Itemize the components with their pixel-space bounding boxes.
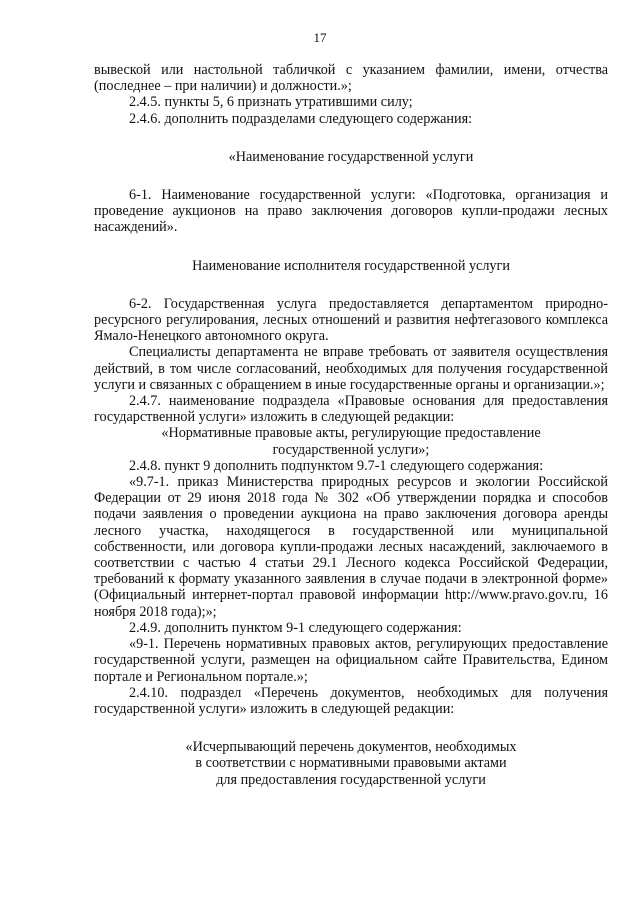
paragraph: 2.4.10. подраздел «Перечень документов, необходимых для получения государственной услуги» изложить в следующей редакции: (94, 684, 608, 717)
paragraph: 6-2. Государственная услуга предоставляется департаментом природно-ресурсного регулирования, лесных отношений и развития нефтегазового комплекса Ямало-Ненецкого автономного округа. (94, 295, 608, 345)
section-heading: «Исчерпывающий перечень документов, необходимых (185, 739, 517, 756)
section-heading: Наименование исполнителя государственной услуги (192, 257, 510, 274)
document-body (94, 62, 608, 788)
section-heading: «Наименование государственной услуги (228, 148, 474, 165)
paragraph: Специалисты департамента не вправе требовать от заявителя осуществления действий, в том числе согласований, необходимых для получения государственной услуги и связанных с обращением в иные государственные органы и организации.»; (94, 344, 608, 393)
paragraph: 2.4.8. пункт 9 дополнить подпунктом 9.7-1 следующего содержания: (129, 457, 544, 474)
paragraph: 6-1. Наименование государственной услуги: «Подготовка, организация и проведение аукционов на право заключения договоров купли-продажи лесных насаждений». (94, 187, 608, 236)
paragraph: «9.7-1. приказ Министерства природных ресурсов и экологии Российской Федерации от 29 июня 2018 года № 302 «Об утверждении порядка и способов подачи заявления о проведении аукциона на право заключения договора аренды лесного участка, находящегося в государственной или муниципальной собственности, или договора купли-продажи лесных насаждений, заключаемого в соответствии с частью 4 статьи 29.1 Лесного кодекса Российской Федерации, требований к формату указанного заявления в случае подачи в электронной форме» (Официальный интернет-портал правовой информации http://www.pravo.gov.ru, 16 ноября 2018 года);»; (94, 474, 608, 620)
section-heading: государственной услуги»; (272, 441, 430, 458)
section-heading: в соответствии с нормативными правовыми актами (195, 755, 507, 772)
page-number: 17 (313, 30, 327, 45)
paragraph: 2.4.9. дополнить пунктом 9-1 следующего содержания: (129, 619, 462, 636)
paragraph: 2.4.7. наименование подраздела «Правовые основания для предоставления государственной услуги» изложить в следующей редакции: (94, 393, 608, 426)
section-heading: для предоставления государственной услуги (216, 771, 486, 788)
paragraph: 2.4.6. дополнить подразделами следующего содержания: (129, 110, 473, 127)
section-heading: «Нормативные правовые акты, регулирующие предоставление (161, 425, 541, 442)
paragraph: 2.4.5. пункты 5, 6 признать утратившими силу; (129, 94, 413, 111)
paragraph: вывеской или настольной табличкой с указанием фамилии, имени, отчества (последнее – при наличии) и должности.»; (94, 62, 608, 95)
paragraph: «9-1. Перечень нормативных правовых актов, регулирующих предоставление государственной услуги, размещен на официальном сайте Правительства, Едином портале и Региональном портале.»; (94, 636, 608, 685)
